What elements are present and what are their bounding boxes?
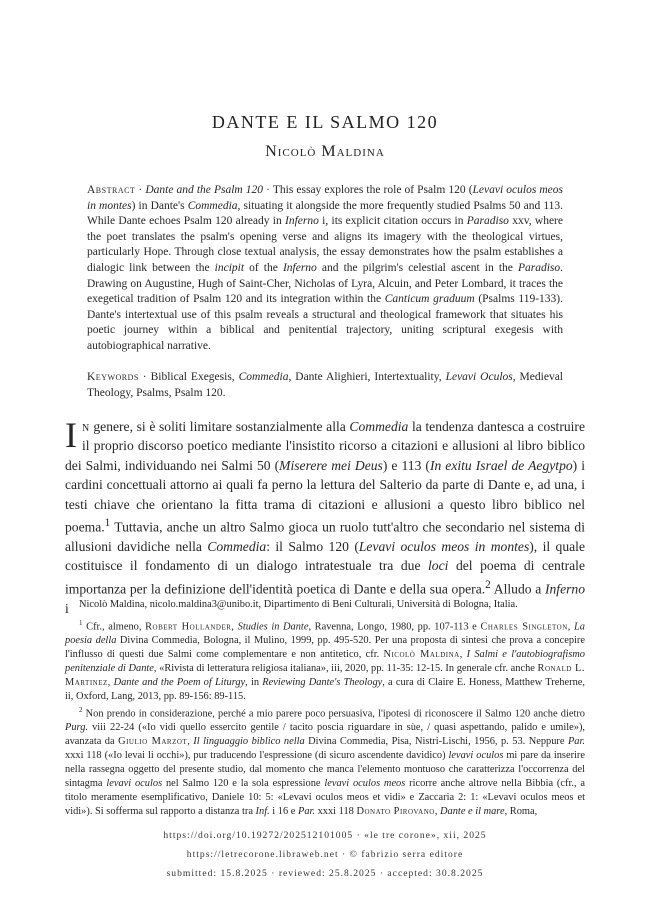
footnote-ref-1[interactable]: 1 — [104, 517, 111, 530]
footnotes — [65, 617, 585, 819]
keywords: Keywords · Biblical Exegesis, Commedia, Dante Alighieri, Intertextuality, Levavi Oculos, Medieval Theology, Psalms, Psalm 120. — [87, 371, 563, 399]
footer-publisher-line: https://letrecorone.libraweb.net · © fabrizio serra editore — [186, 849, 464, 860]
author-affiliation: Nicolò Maldina, nicolo.maldina3@unibo.it, Dipartimento di Beni Culturali, Università di Bologna, Italia. — [79, 599, 518, 610]
abstract: Abstract · Dante and the Psalm 120 · This essay explores the role of Psalm 120 (Levavi oculos meos in montes) in Dante's Commedia, situating it alongside the more frequently studied Psalms 50 and 113. While Dante echoes Psalm 120 already in Inferno i, its explicit citation occurs in Paradiso xxv, where the poet translates the psalm's opening verse and aligns its imagery with the theological virtues, particularly Hope. Through close textual analysis, the essay demonstrates how the psalm establishes a dialogic link between the incipit of the Inferno and the pilgrim's celestial ascent in the Paradiso. Drawing on Augustine, Hugh of Saint-Cher, Nicholas of Lyra, Alcuin, and Peter Lombard, it traces the exegetical tradition of Psalm 120 and its integration within the Canticum graduum (Psalms 119-133). Dante's intertextual use of this psalm reveals a structural and theological framework that situates his poetic journey within a biblical and penitential trajectory, uniting scriptural exegesis with autobiographical narrative. — [87, 184, 564, 352]
drop-cap: I — [65, 415, 77, 455]
footnote-ref-2[interactable]: 2 — [485, 578, 491, 591]
keywords-label: Keywords — [87, 371, 139, 383]
article-author: Nicolò Maldina — [265, 143, 385, 160]
footer-dates-line: submitted: 15.8.2025 · reviewed: 25.8.2025 · accepted: 30.8.2025 — [166, 868, 484, 879]
abstract-english-title: Dante and the Psalm 120 — [145, 184, 264, 196]
footnote-2: $^2$ Non prendo in considerazione, perché a mio parere poco persuasiva, l'ipotesi di riconoscere il Salmo 120 anche dietro Purg. viii 22-24 («Io vidi quello essercito gentile / tacito poscia riguardare in sùe, / quasi aspettando, palido e umile»), avanzata da Giulio Marzot, Il linguaggio biblico nella Divina Commedia, Pisa, Nistri-Lischi, 1956, p. 53. Neppure Par. xxxi 118 («Io levai li occhi»), pur traducendo l'espressione (di sicuro ascendente davidico) levavi oculos mi pare da inserire nella rassegna oggetto del presente studio, dal momento che manca l'elemento montuoso che caratterizza l'occorrenza del sintagma levavi oculos nel Salmo 120 e la sola espressione levavi oculos meos ricorre anche altrove nella Bibbia (cfr., a titolo meramente esemplificativo, Daniele 10: 5: «Levavi oculos meos et vidi» e Zaccaria 2: 1: «Levavi oculos meos et vidi»). Si sofferma sul rapporto a distanza tra Inf. i 16 e Par. xxxi 118 Donato Pirovano, Dante e il mare, Roma, — [65, 705, 586, 817]
abstract-label: Abstract — [87, 184, 136, 196]
article-title: DANTE E IL SALMO 120 — [211, 112, 439, 132]
footnote-1: $^1$ Cfr., almeno, Robert Hollander, Studies in Dante, Ravenna, Longo, 1980, pp. 107-113 e Charles Singleton, La poesia della Divina Commedia, Bologna, il Mulino, 1999, pp. 495-520. Per una proposta di sintesi che prova a concepire l'influsso di questi due Salmi come complementare e non antitetico, cfr. Nicolò Maldina, I Salmi e l'autobiografismo penitenziale di Dante, «Rivista di letteratura religiosa italiana», iii, 2020, pp. 11-35: 12-15. In generale cfr. anche Ronald L. Martinez, Dante and the Poem of Liturgy, in Reviewing Dante's Theology, a cura di Claire E. Honess, Matthew Treherne, ii, Oxford, Lang, 2013, pp. 89-156: 89-115. — [65, 619, 586, 702]
body-paragraph: In genere, si è soliti limitare sostanzialmente alla Commedia la tendenza dantesca a costruire il proprio discorso poetico mediante l'insistito ricorso a citazioni e allusioni al libro biblico dei Salmi, individuando nei Salmi 50 (Miserere mei Deus) e 113 (In exitu Israel de Aegytpo) i cardini concettuali attorno ai quali fa perno la lettura del Salterio da parte di Dante e, ad una, i testi chiave che orientano la fitta trama di citazioni e allusioni a questo libro biblico nel poema.$^1$ Tuttavia, anche un altro Salmo gioca un ruolo tutt'altro che secondario nel sistema di allusioni davidiche nella Commedia: il Salmo 120 (Levavi oculos meos in montes), il quale costituisce il fondamento di un dialogo intratestuale tra due loci del poema di centrale importanza per la definizione dell'identità poetica di Dante e della sua opera.$^2$ Alludo a Inferno i — [65, 415, 586, 616]
footer-doi-line: https://doi.org/10.19272/202512101005 · «le tre corone», xii, 2025 — [163, 830, 487, 841]
